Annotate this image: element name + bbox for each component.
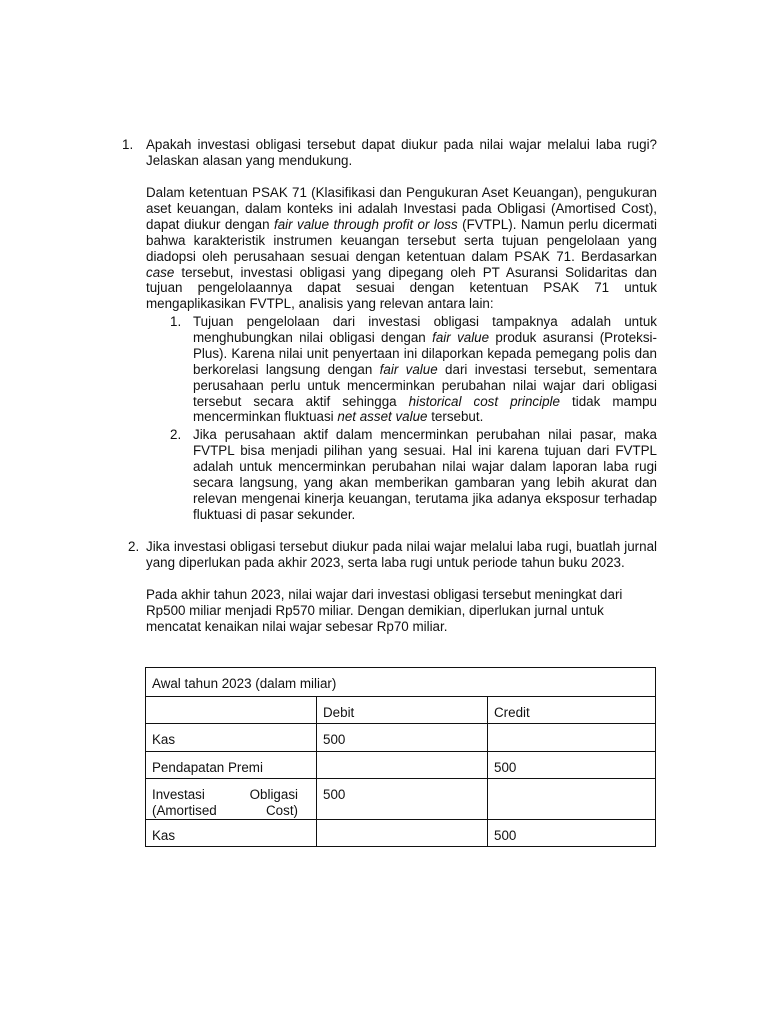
table-header-row <box>146 697 656 724</box>
credit-cell <box>488 724 656 752</box>
point-2-number: 2. <box>170 427 182 442</box>
question-1-text: Apakah investasi obligasi tersebut dapat diukur pada nilai wajar melalui laba rugi? Jelaskan alasan yang mendukung. <box>146 137 657 168</box>
question-2-number: 2. <box>128 539 140 554</box>
header-credit: Credit <box>488 697 656 724</box>
table-row <box>146 819 656 846</box>
question-2-text: Jika investasi obligasi tersebut diukur pada nilai wajar melalui laba rugi, buatlah jurnal yang diperlukan pada akhir 2023, serta laba rugi untuk periode tahun buku 2023. <box>146 539 657 570</box>
account-cell <box>146 779 317 820</box>
journal-table <box>145 667 656 847</box>
account-cell: Kas <box>146 819 317 846</box>
credit-cell <box>488 779 656 820</box>
table-row <box>146 724 656 752</box>
credit-cell: 500 <box>488 819 656 846</box>
debit-cell: 500 <box>317 724 488 752</box>
account-cell: Kas <box>146 724 317 752</box>
table-row <box>146 779 656 820</box>
header-account <box>146 697 317 724</box>
credit-cell: 500 <box>488 752 656 779</box>
point-1-text: Tujuan pengelolaan dari investasi obligasi tampaknya adalah untuk menghubungkan nilai obligasi dengan fair value produk asuransi (Proteksi-Plus). Karena nilai unit penyertaan ini dilaporkan kepada pemegang polis dan berkorelasi langsung dengan fair value dari investasi tersebut, sementara perusahaan perlu untuk mencerminkan perubahan nilai wajar dari obligasi tersebut secara aktif sehingga historical cost principle tidak mampu mencerminkan fluktuasi net asset value tersebut. <box>193 314 657 425</box>
debit-cell: 500 <box>317 779 488 820</box>
question-2-answer: Pada akhir tahun 2023, nilai wajar dari investasi obligasi tersebut meningkat dari Rp500 miliar menjadi Rp570 miliar. Dengan demikian, diperlukan jurnal untuk mencatat kenaikan nilai wajar sebesar Rp70 miliar. <box>146 587 623 634</box>
debit-cell <box>317 819 488 846</box>
account-cell: Pendapatan Premi <box>146 752 317 779</box>
question-1-number: 1. <box>122 137 134 152</box>
question-1-answer-paragraph: Dalam ketentuan PSAK 71 (Klasifikasi dan Pengukuran Aset Keuangan), pengukuran aset keuangan, dalam konteks ini adalah Investasi pada Obligasi (Amortised Cost), dapat diukur dengan fair value through profit or loss (FVTPL). Namun perlu dicermati bahwa karakteristik instrumen keuangan tersebut serta tujuan pengelolaan yang diadopsi oleh perusahaan sesuai dengan ketentuan dalam PSAK 71. Berdasarkan case tersebut, investasi obligasi yang dipegang oleh PT Asuransi Solidaritas dan tujuan pengelolaannya dapat sesuai dengan ketentuan PSAK 71 untuk mengaplikasikan FVTPL, analisis yang relevan antara lain: <box>146 185 658 312</box>
table-title: Awal tahun 2023 (dalam miliar) <box>146 668 656 697</box>
point-1-number: 1. <box>170 314 182 329</box>
table-row <box>146 752 656 779</box>
table-title-row <box>146 668 656 697</box>
header-debit: Debit <box>317 697 488 724</box>
point-2-text: Jika perusahaan aktif dalam mencerminkan perubahan nilai pasar, maka FVTPL bisa menjadi pilihan yang sesuai. Hal ini karena tujuan dari FVTPL adalah untuk mencerminkan perubahan nilai wajar dalam laporan laba rugi secara langsung, yang akan memberikan gambaran yang lebih akurat dan relevan mengenai kinerja keuangan, terutama jika adanya eksposur terhadap fluktuasi di pasar sekunder. <box>193 427 657 522</box>
debit-cell <box>317 752 488 779</box>
account-cell-text: Investasi Obligasi (Amortised Cost) <box>152 787 298 818</box>
